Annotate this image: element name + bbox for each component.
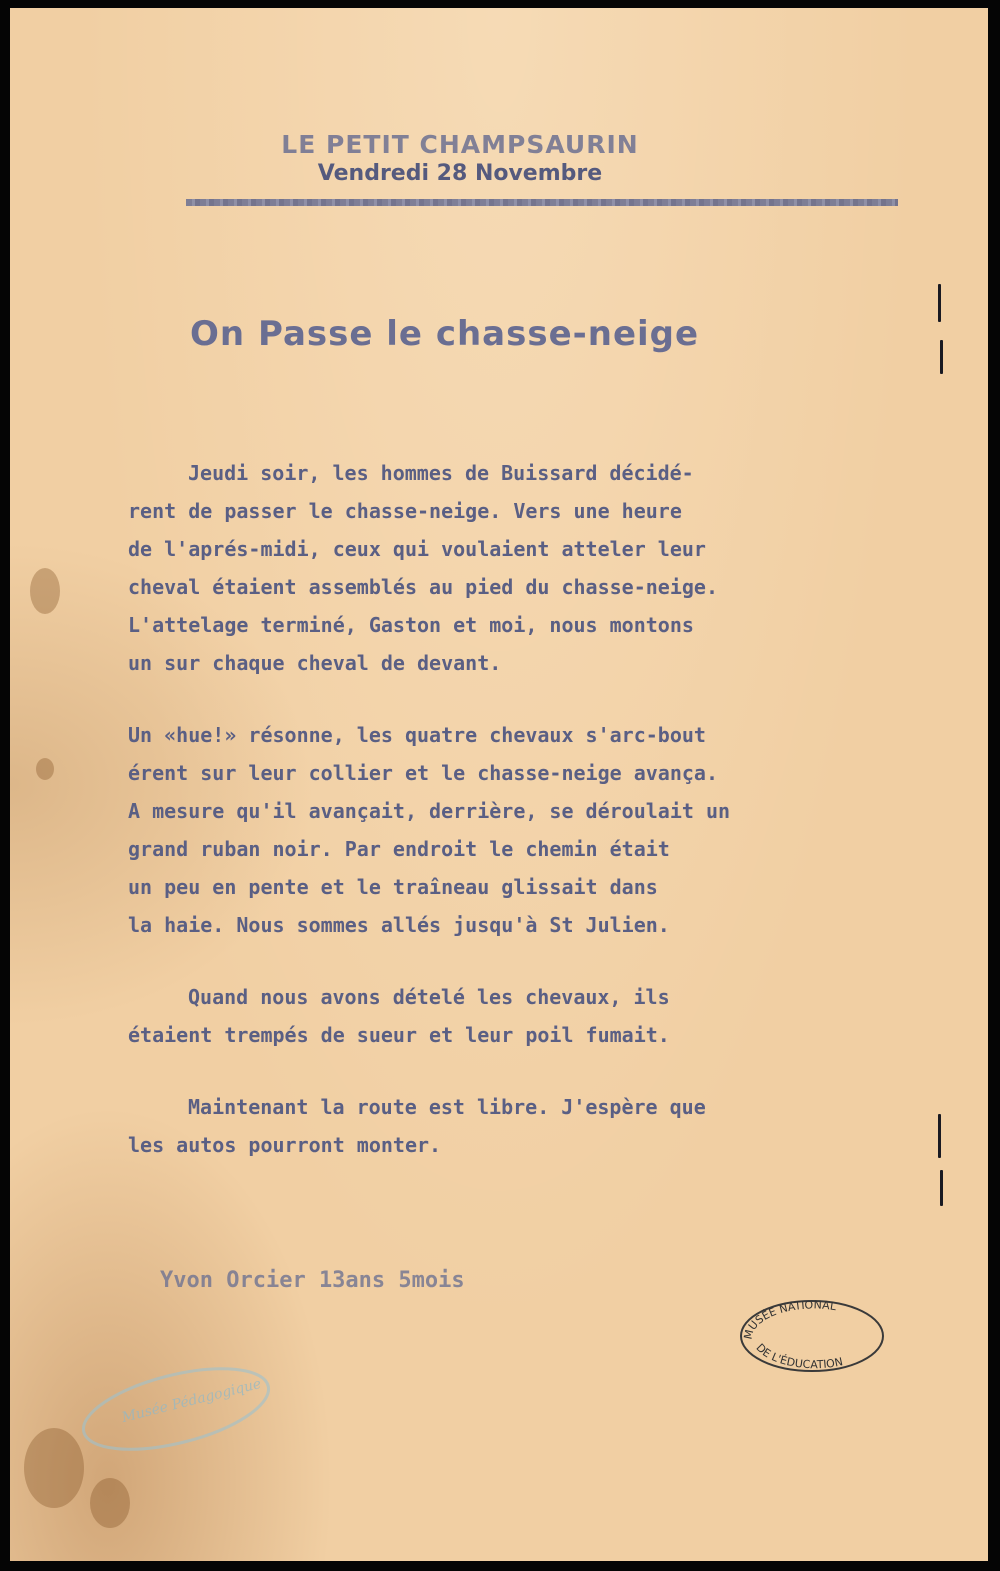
issue-date: Vendredi 28 Novembre xyxy=(317,161,603,186)
text-line: L'attelage terminé, Gaston et moi, nous montons xyxy=(128,613,694,637)
newsletter-page xyxy=(10,8,988,1561)
staple-mark xyxy=(940,1170,943,1206)
text-line: la haie. Nous sommes allés jusqu'à St Julien. xyxy=(128,913,670,937)
text-line: Quand nous avons dételé les chevaux, ils xyxy=(188,985,670,1009)
newspaper-name: LE PETIT CHAMPSAURIN xyxy=(281,130,639,159)
text-line: un sur chaque cheval de devant. xyxy=(128,651,502,675)
text-line: érent sur leur collier et le chasse-neige avança. xyxy=(128,761,719,785)
foxing-stain xyxy=(24,1428,84,1508)
text-line: Maintenant la route est libre. J'espère que xyxy=(188,1095,706,1119)
library-stamp-text: Musée Pédagogique xyxy=(120,1375,263,1427)
staple-mark xyxy=(938,284,941,322)
masthead-rule xyxy=(186,199,898,206)
foxing-stain xyxy=(36,758,54,780)
text-line: Jeudi soir, les hommes de Buissard décidé- xyxy=(188,461,694,485)
text-line: un peu en pente et le traîneau glissait dans xyxy=(128,875,658,899)
foxing-stain xyxy=(90,1478,130,1528)
text-line: grand ruban noir. Par endroit le chemin était xyxy=(128,837,670,861)
svg-text:MUSÉE NATIONAL xyxy=(741,1298,837,1340)
author-signature: Yvon Orcier 13ans 5mois xyxy=(160,1268,465,1293)
foxing-stain xyxy=(30,568,60,614)
article-body xyxy=(128,454,808,1164)
text-line: Un «hue!» résonne, les quatre chevaux s'arc-bout xyxy=(128,723,706,747)
museum-stamp-bottom-text: DE L'ÉDUCATION xyxy=(753,1341,845,1372)
text-line: A mesure qu'il avançait, derrière, se déroulait un xyxy=(128,799,731,823)
article-title: On Passe le chasse-neige xyxy=(190,314,700,354)
text-line: cheval étaient assemblés au pied du chasse-neige. xyxy=(128,575,719,599)
staple-mark xyxy=(940,340,943,374)
text-line: rent de passer le chasse-neige. Vers une heure xyxy=(128,499,682,523)
masthead xyxy=(250,130,670,186)
text-line: les autos pourront monter. xyxy=(128,1133,442,1157)
svg-text:DE L'ÉDUCATION xyxy=(754,1341,844,1371)
staple-mark xyxy=(938,1114,941,1158)
text-line: étaient trempés de sueur et leur poil fumait. xyxy=(128,1023,670,1047)
museum-stamp-top-text: MUSÉE NATIONAL xyxy=(741,1298,838,1341)
museum-stamp xyxy=(738,1298,886,1374)
text-line: de l'aprés-midi, ceux qui voulaient atteler leur xyxy=(128,537,706,561)
